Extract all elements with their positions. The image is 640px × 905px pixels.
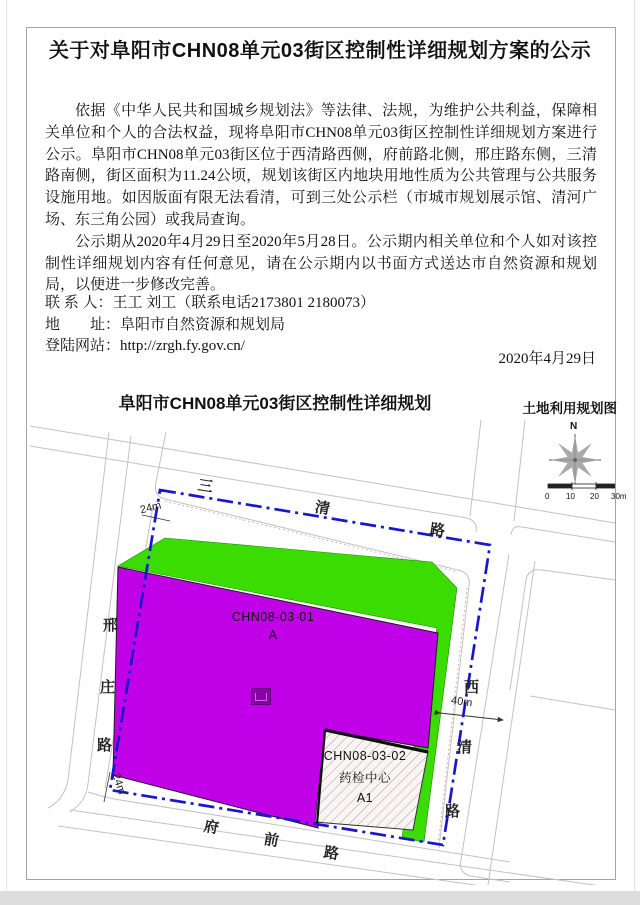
scale-tick-30: 30m: [611, 492, 627, 501]
scale-tick-10: 10: [566, 492, 575, 501]
scale-tick-20: 20: [590, 492, 599, 501]
contact-person-value: 王工 刘工（联系电话2173801 2180073）: [112, 295, 376, 311]
road-label-xingzhuang-1: 邢: [103, 617, 119, 634]
road-label-xiqing-3: 路: [445, 803, 461, 820]
contact-address-line: [45, 315, 597, 337]
planning-map: [30, 420, 627, 885]
contact-person-label: 联 系 人：: [45, 295, 113, 311]
dimension-40m-arrow: [440, 713, 503, 720]
contact-person-line: [45, 293, 597, 315]
dimension-40m-label: 40m: [450, 694, 474, 710]
road-label-fuqian-3: 路: [322, 843, 341, 864]
facility-symbol-icon: [251, 688, 271, 705]
planning-map-canvas: [30, 420, 615, 885]
parcel-a-code: CHN08-03-01: [231, 610, 315, 624]
notice-title: 关于对阜阳市CHN08单元03街区控制性详细规划方案的公示: [48, 40, 592, 62]
contact-website-label: 登陆网站：: [45, 338, 121, 354]
contact-address-value: 阜阳市自然资源和规划局: [120, 316, 286, 333]
dimension-24m-top-label: 24m: [138, 499, 163, 517]
scale-tick-0: 0: [545, 492, 550, 501]
contact-address-label: 地 址：: [45, 316, 121, 333]
notice-paragraph-2: 公示期从2020年4月29日至2020年5月28日。公示期内相关单位和个人如对该控制性详细规划内容有任何意见，请在公示期内以书面方式送达市自然资源和规划局，以便进一步修改完善。: [45, 233, 597, 294]
road-label-sanqing-2: 清: [313, 498, 332, 519]
notice-body: [45, 101, 597, 297]
road-label-xingzhuang-2: 庄: [100, 679, 116, 696]
road-label-xiqing-1: 西: [464, 679, 480, 696]
notice-date: 2020年4月29日: [498, 351, 596, 367]
road-label-sanqing-3: 路: [428, 520, 447, 541]
road-label-fuqian-2: 前: [262, 830, 281, 851]
notice-paragraph-1: 依据《中华人民共和国城乡规划法》等法律、法规，为维护公共利益，保障相关单位和个人的合法权益，现将阜阳市CHN08单元03街区控制性详细规划方案进行公示。阜阳市CHN08单元03街区位于西清路西侧，府前路北侧，邢庄路东侧，三清路南侧，街区面积为11.24公顷，规划该街区内地块用地性质为公共管理与公共服务设施用地。如因版面有限无法看清，可到三处公示栏（市城市规划展示馆、清河广场、东三角公园）或我局查询。: [45, 103, 597, 228]
page-bottom-strip: [0, 891, 640, 905]
compass-rose-icon: [549, 434, 601, 486]
road-label-fuqian-1: 府: [202, 817, 221, 838]
parcel-a1-code: CHN08-03-02: [323, 749, 407, 763]
contact-website-url: http://zrgh.fy.gov.cn/: [120, 338, 245, 354]
road-label-xingzhuang-3: 路: [97, 737, 113, 754]
parcel-a-use-code: A: [268, 628, 278, 642]
parcel-a1-name: 药检中心: [338, 771, 391, 785]
map-subtitle: 土地利用规划图: [522, 401, 617, 416]
parcel-a1-use-code: A1: [356, 791, 374, 805]
compass-north-label: N: [570, 421, 578, 432]
scale-bar: [548, 482, 615, 490]
road-label-sanqing-1: 三: [196, 476, 215, 497]
dimension-24m-bottom-label: 24m: [109, 771, 128, 797]
road-label-xiqing-2: 清: [457, 739, 473, 756]
map-title: 阜阳市CHN08单元03街区控制性详细规划: [118, 394, 432, 413]
